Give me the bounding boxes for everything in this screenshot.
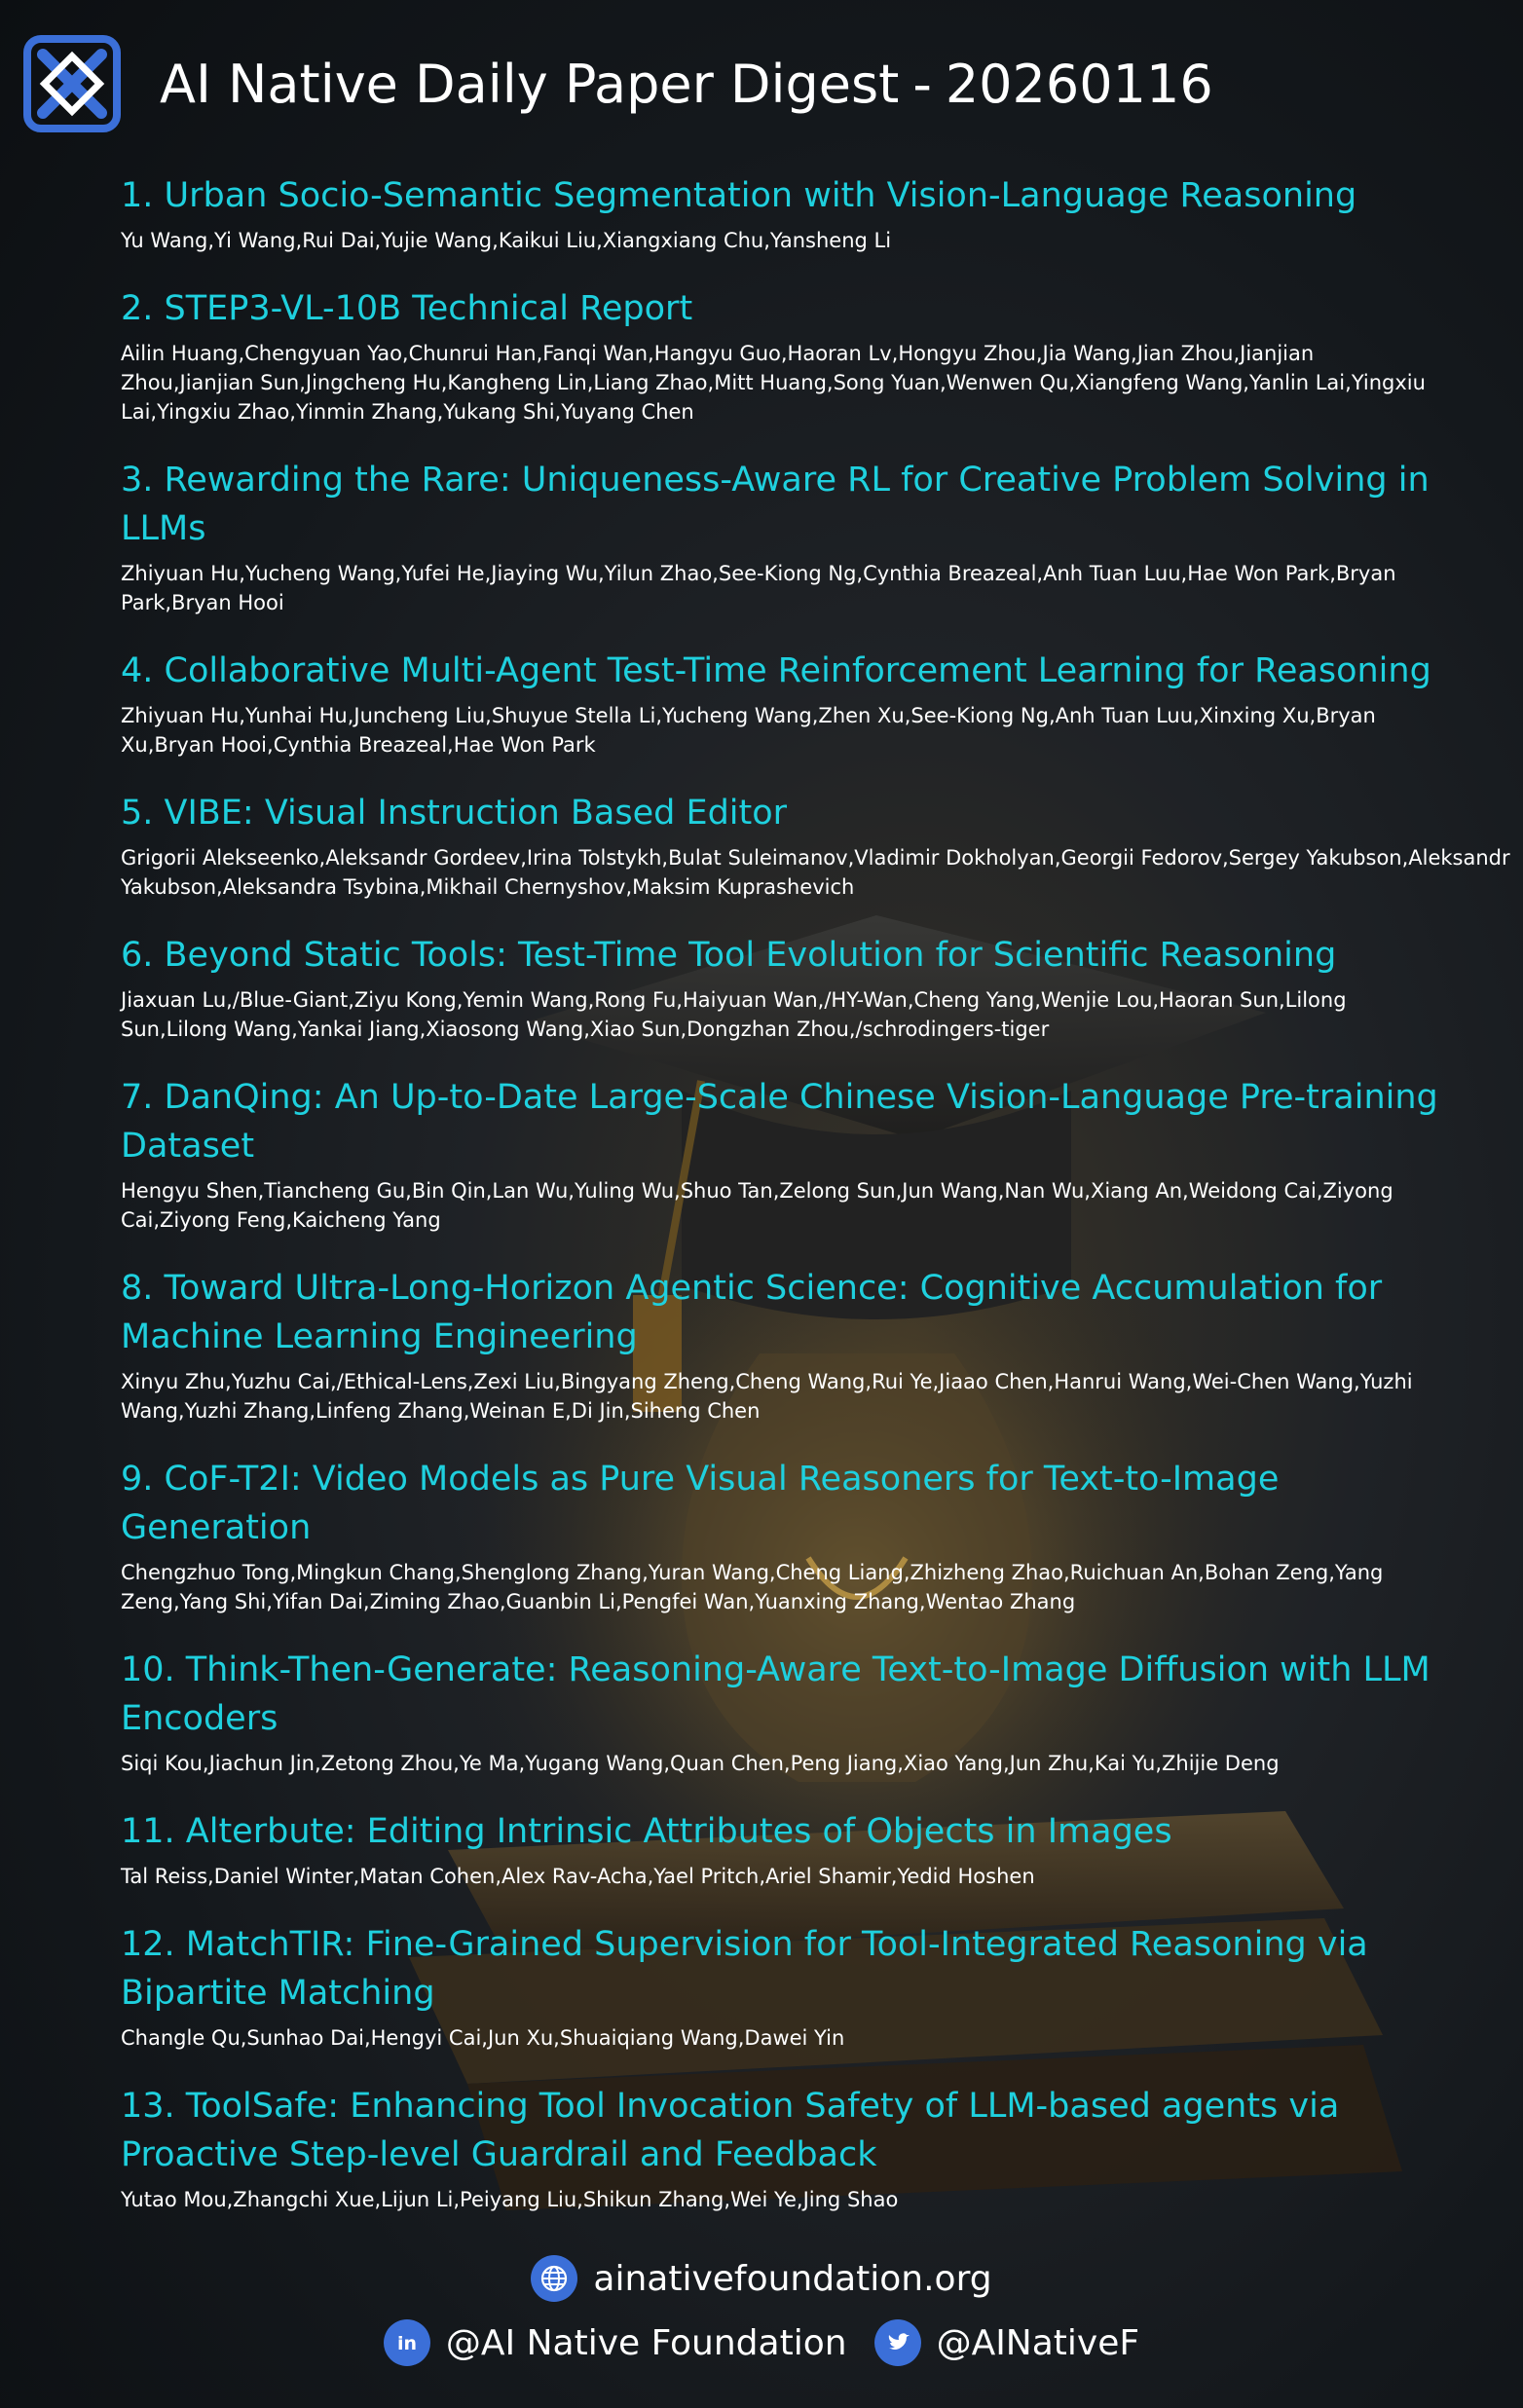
title-date: 20260116 (945, 53, 1213, 115)
ai-native-logo-icon (23, 35, 121, 132)
paper-item (121, 1073, 1445, 1235)
social-row (0, 2314, 1523, 2372)
website-link[interactable]: ainativefoundation.org (593, 2258, 992, 2299)
title-text: AI Native Daily Paper Digest (160, 53, 900, 115)
title-separator: - (912, 53, 932, 115)
paper-list (121, 171, 1510, 2243)
paper-title[interactable]: 8. Toward Ultra-Long-Horizon Agentic Science: Cognitive Accumulation for Machine Learning Engineering (121, 1269, 1383, 1356)
paper-item (121, 2082, 1445, 2214)
globe-icon (531, 2255, 577, 2302)
paper-title[interactable]: 7. DanQing: An Up-to-Date Large-Scale Chinese Vision-Language Pre-training Dataset (121, 1078, 1438, 1166)
paper-authors: Ailin Huang,Chengyuan Yao,Chunrui Han,Fanqi Wan,Hangyu Guo,Haoran Lv,Hongyu Zhou,Jia Wang,Jian Zhou,Jianjian Zhou,Jianjian Sun,Jingcheng Hu,Kangheng Lin,Liang Zhao,Mitt Huang,Song Yuan,Wenwen Qu,Xiangfeng Wang,Yanlin Lai,Yingxiu Lai,Yingxiu Zhao,Yinmin Zhang,Yukang Shi,Yuyang Chen (121, 342, 1426, 424)
paper-item (121, 1264, 1445, 1426)
paper-authors: Hengyu Shen,Tiancheng Gu,Bin Qin,Lan Wu,Yuling Wu,Shuo Tan,Zelong Sun,Jun Wang,Nan Wu,Xiang An,Weidong Cai,Ziyong Cai,Ziyong Feng,Kaicheng Yang (121, 1179, 1393, 1232)
paper-authors: Yutao Mou,Zhangchi Xue,Lijun Li,Peiyang Liu,Shikun Zhang,Wei Ye,Jing Shao (121, 2188, 899, 2211)
paper-title[interactable]: 6. Beyond Static Tools: Test-Time Tool Evolution for Scientific Reasoning (121, 936, 1337, 975)
paper-title[interactable]: 12. MatchTIR: Fine-Grained Supervision for Tool-Integrated Reasoning via Bipartite Matching (121, 1925, 1368, 2013)
paper-authors: Tal Reiss,Daniel Winter,Matan Cohen,Alex Rav-Acha,Yael Pritch,Ariel Shamir,Yedid Hoshen (121, 1865, 1035, 1888)
paper-item (121, 456, 1445, 617)
twitter-link[interactable]: @AINativeF (936, 2322, 1140, 2363)
paper-title[interactable]: 13. ToolSafe: Enhancing Tool Invocation Safety of LLM-based agents via Proactive Step-level Guardrail and Feedback (121, 2087, 1340, 2174)
paper-title[interactable]: 11. Alterbute: Editing Intrinsic Attributes of Objects in Images (121, 1812, 1172, 1851)
paper-authors-line-2: Yakubson,Aleksandra Tsybina,Mikhail Chernyshov,Maksim Kuprashevich (121, 875, 855, 899)
svg-text:in: in (396, 2333, 417, 2354)
paper-item (121, 931, 1445, 1044)
paper-title[interactable]: 3. Rewarding the Rare: Uniqueness-Aware RL for Creative Problem Solving in LLMs (121, 461, 1430, 548)
page-title (160, 54, 1213, 115)
paper-authors: Zhiyuan Hu,Yucheng Wang,Yufei He,Jiaying Wu,Yilun Zhao,See-Kiong Ng,Cynthia Breazeal,Anh Tuan Luu,Hae Won Park,Bryan Park,Bryan Hooi (121, 562, 1396, 614)
linkedin-icon (384, 2319, 430, 2366)
paper-item (121, 647, 1445, 759)
paper-item (121, 1455, 1445, 1616)
paper-title[interactable]: 1. Urban Socio-Semantic Segmentation with Vision-Language Reasoning (121, 176, 1357, 215)
website-row[interactable] (0, 2249, 1523, 2308)
paper-authors: Yu Wang,Yi Wang,Rui Dai,Yujie Wang,Kaikui Liu,Xiangxiang Chu,Yansheng Li (121, 229, 892, 252)
paper-authors: Zhiyuan Hu,Yunhai Hu,Juncheng Liu,Shuyue Stella Li,Yucheng Wang,Zhen Xu,See-Kiong Ng,Anh Tuan Luu,Xinxing Xu,Bryan Xu,Bryan Hooi,Cynthia Breazeal,Hae Won Park (121, 704, 1376, 757)
paper-title[interactable]: 4. Collaborative Multi-Agent Test-Time Reinforcement Learning for Reasoning (121, 651, 1431, 690)
linkedin-link[interactable]: @AI Native Foundation (445, 2322, 847, 2363)
header (23, 35, 1213, 132)
paper-title[interactable]: 5. VIBE: Visual Instruction Based Editor (121, 794, 788, 833)
paper-authors-line-1: Grigorii Alekseenko,Aleksandr Gordeev,Irina Tolstykh,Bulat Suleimanov,Vladimir Dokholyan,Georgii Fedorov,Sergey Yakubson,Aleksandr (121, 846, 1510, 870)
paper-authors: Xinyu Zhu,Yuzhu Cai,/Ethical-Lens,Zexi Liu,Bingyang Zheng,Cheng Wang,Rui Ye,Jiaao Chen,Hanrui Wang,Wei-Chen Wang,Yuzhi Wang,Yuzhi Zhang,Linfeng Zhang,Weinan E,Di Jin,Siheng Chen (121, 1370, 1413, 1423)
paper-item (121, 789, 1510, 902)
twitter-icon (874, 2319, 921, 2366)
paper-authors: Siqi Kou,Jiachun Jin,Zetong Zhou,Ye Ma,Yugang Wang,Quan Chen,Peng Jiang,Xiao Yang,Jun Zhu,Kai Yu,Zhijie Deng (121, 1752, 1280, 1775)
paper-item (121, 171, 1445, 255)
paper-item (121, 1920, 1445, 2053)
paper-authors: Changle Qu,Sunhao Dai,Hengyi Cai,Jun Xu,Shuaiqiang Wang,Dawei Yin (121, 2026, 845, 2050)
paper-title[interactable]: 2. STEP3-VL-10B Technical Report (121, 289, 693, 328)
paper-item (121, 1646, 1445, 1778)
paper-title[interactable]: 9. CoF-T2I: Video Models as Pure Visual Reasoners for Text-to-Image Generation (121, 1460, 1280, 1547)
paper-authors: Jiaxuan Lu,/Blue-Giant,Ziyu Kong,Yemin Wang,Rong Fu,Haiyuan Wan,/HY-Wan,Cheng Yang,Wenjie Lou,Haoran Sun,Lilong Sun,Lilong Wang,Yankai Jiang,Xiaosong Wang,Xiao Sun,Dongzhan Zhou,/schrodingers-tiger (121, 988, 1347, 1041)
paper-authors: Chengzhuo Tong,Mingkun Chang,Shenglong Zhang,Yuran Wang,Cheng Liang,Zhizheng Zhao,Ruichuan An,Bohan Zeng,Yang Zeng,Yang Shi,Yifan Dai,Ziming Zhao,Guanbin Li,Pengfei Wan,Yuanxing Zhang,Wentao Zhang (121, 1561, 1384, 1613)
paper-item (121, 284, 1445, 426)
footer (0, 2249, 1523, 2378)
paper-title[interactable]: 10. Think-Then-Generate: Reasoning-Aware Text-to-Image Diffusion with LLM Encoders (121, 1650, 1430, 1738)
paper-item (121, 1807, 1445, 1891)
